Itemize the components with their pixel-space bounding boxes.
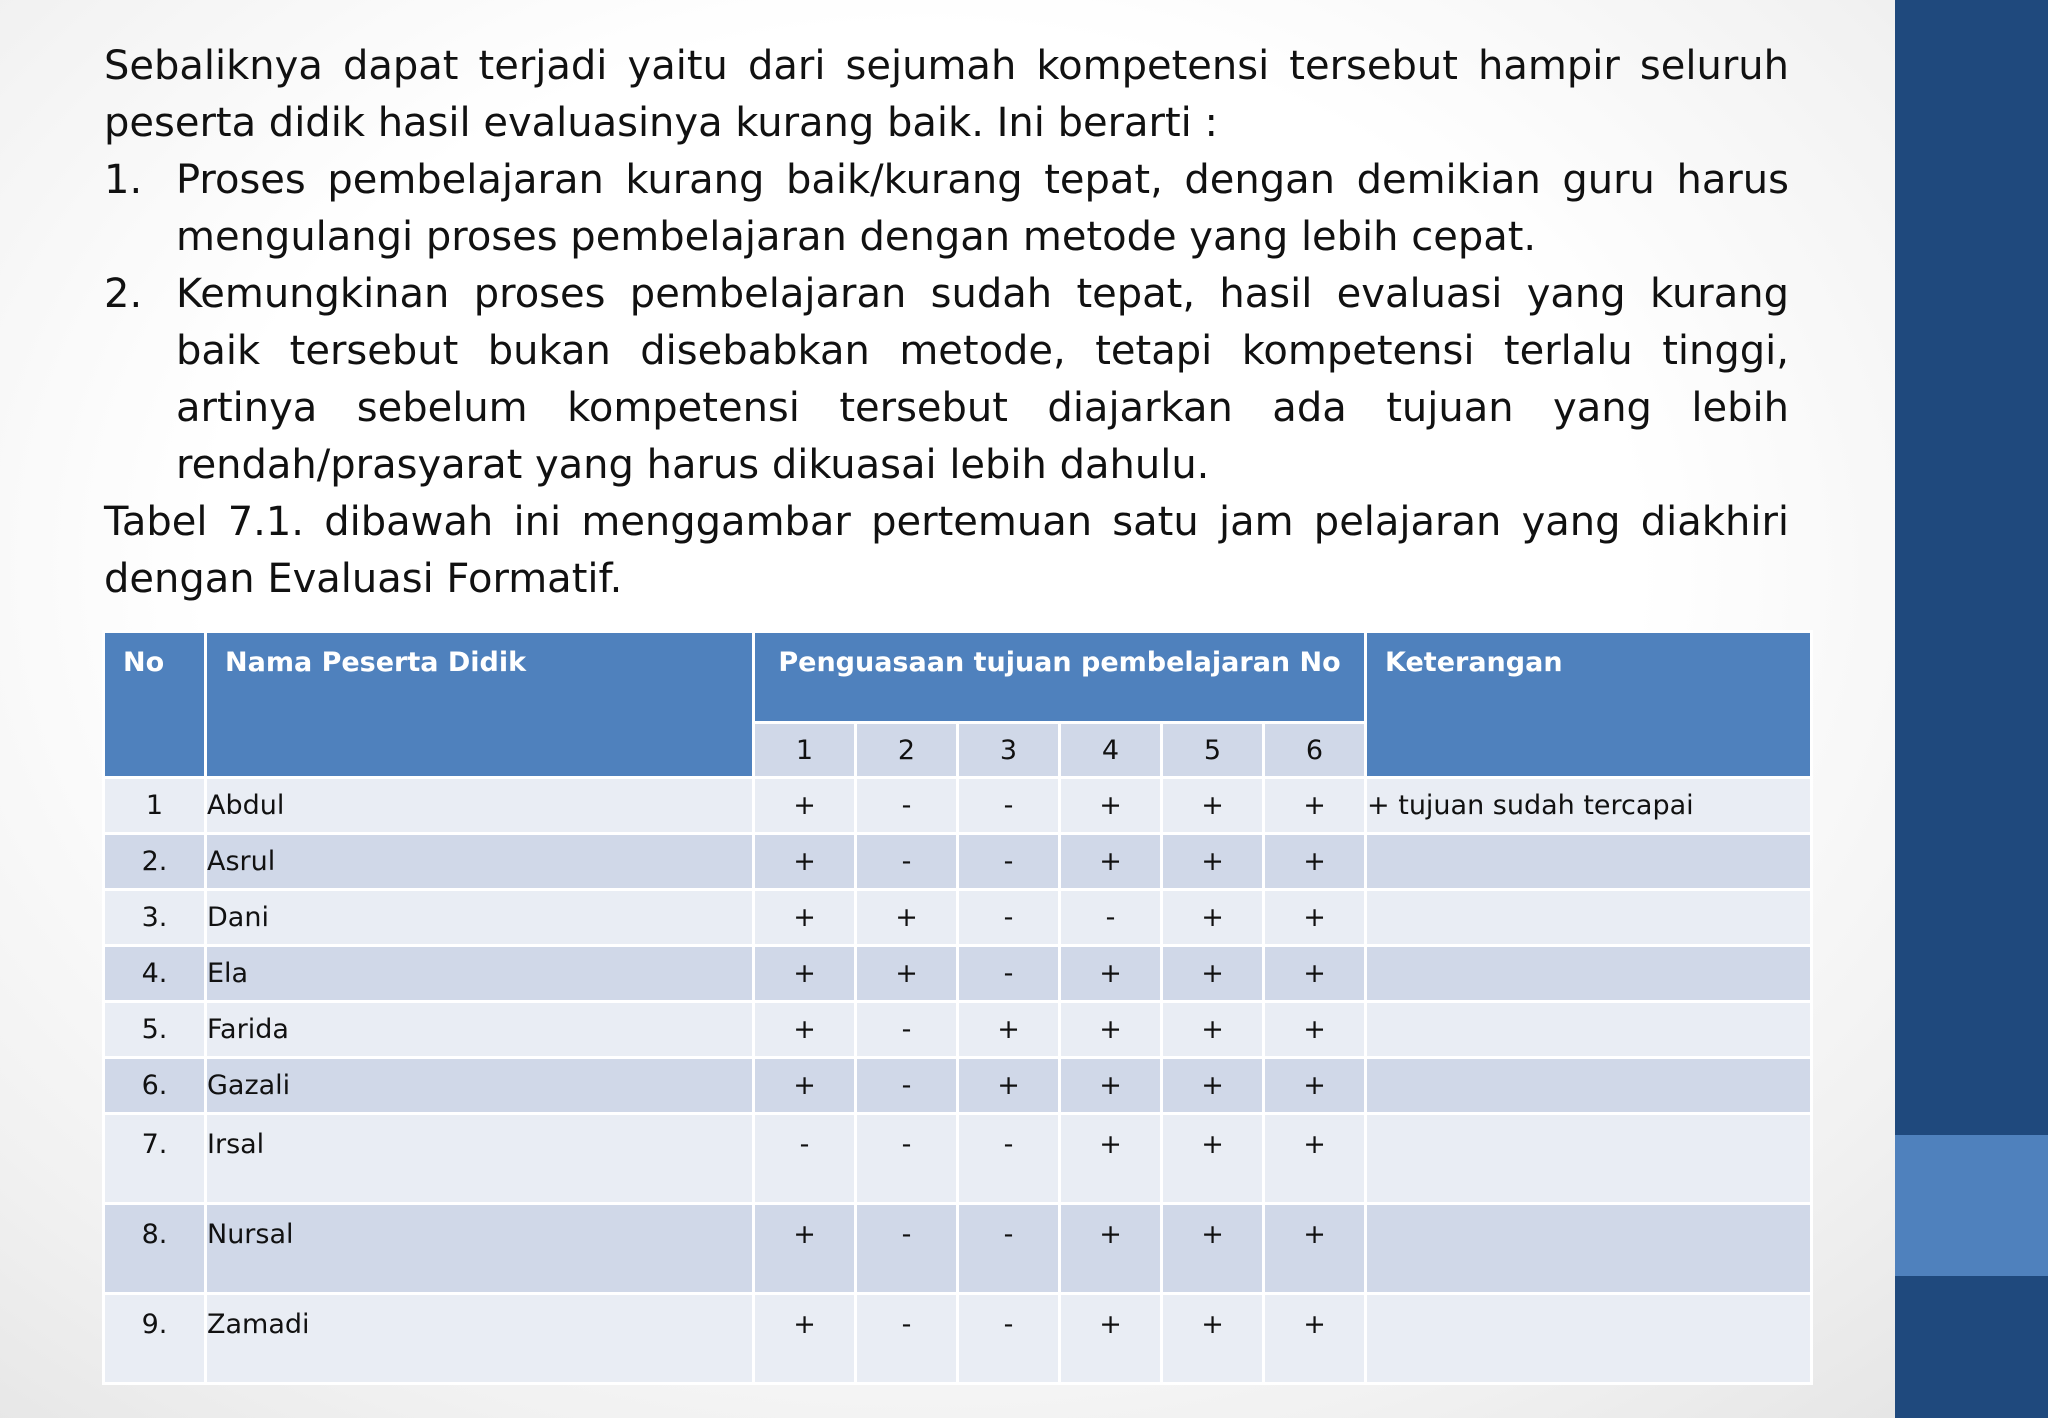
cell-name: Nursal [206, 1204, 754, 1294]
cell-keterangan [1366, 890, 1812, 946]
goal-number: 1 [754, 723, 856, 778]
cell-name: Farida [206, 1002, 754, 1058]
cell-no: 7. [104, 1114, 206, 1204]
cell-mark: - [958, 1204, 1060, 1294]
cell-mark: + [1264, 778, 1366, 834]
cell-mark: + [1060, 1204, 1162, 1294]
cell-mark: + [1060, 1058, 1162, 1114]
cell-mark: + [1264, 1058, 1366, 1114]
cell-mark: + [754, 1002, 856, 1058]
cell-mark: + [754, 890, 856, 946]
cell-mark: + [856, 946, 958, 1002]
cell-no: 4. [104, 946, 206, 1002]
cell-mark: + [1060, 778, 1162, 834]
cell-no: 3. [104, 890, 206, 946]
list-number: 1. [104, 157, 143, 203]
goal-number: 3 [958, 723, 1060, 778]
cell-mark: + [1264, 1294, 1366, 1384]
cell-name: Abdul [206, 778, 754, 834]
cell-mark: - [856, 1058, 958, 1114]
list-number: 2. [104, 271, 143, 317]
numbered-list [104, 152, 1789, 494]
cell-mark: - [856, 778, 958, 834]
cell-mark: + [1162, 1002, 1264, 1058]
cell-mark: + [1060, 1002, 1162, 1058]
cell-name: Asrul [206, 834, 754, 890]
cell-mark: - [754, 1114, 856, 1204]
cell-mark: + [1162, 834, 1264, 890]
list-text: Proses pembelajaran kurang baik/kurang tepat, dengan demikian guru harus mengulangi proses pembelajaran dengan metode yang lebih cepat. [176, 157, 1789, 260]
table-row [104, 1058, 1812, 1114]
cell-keterangan [1366, 946, 1812, 1002]
cell-mark: + [1264, 890, 1366, 946]
header-keterangan: Keterangan [1366, 632, 1812, 778]
header-row [104, 632, 1812, 723]
cell-mark: - [958, 1114, 1060, 1204]
goal-number: 4 [1060, 723, 1162, 778]
cell-mark: - [958, 946, 1060, 1002]
table-row [104, 1114, 1812, 1204]
cell-mark: + [1264, 834, 1366, 890]
cell-mark: + [1162, 1204, 1264, 1294]
cell-mark: + [1264, 1204, 1366, 1294]
cell-mark: - [856, 1204, 958, 1294]
decorative-sidebar-accent [1895, 1135, 2048, 1276]
cell-mark: + [1060, 834, 1162, 890]
cell-mark: + [1060, 946, 1162, 1002]
goal-number: 2 [856, 723, 958, 778]
table-row [104, 1204, 1812, 1294]
table-caption: Tabel 7.1. dibawah ini menggambar pertemuan satu jam pelajaran yang diakhiri dengan Evaluasi Formatif. [104, 499, 1789, 602]
list-text: Kemungkinan proses pembelajaran sudah tepat, hasil evaluasi yang kurang baik tersebut bukan disebabkan metode, tetapi kompetensi terlalu tinggi, artinya sebelum kompetensi tersebut diajarkan ada tujuan yang lebih rendah/prasyarat yang harus dikuasai lebih dahulu. [176, 271, 1789, 488]
cell-mark: + [1162, 778, 1264, 834]
cell-keterangan: + tujuan sudah tercapai [1366, 778, 1812, 834]
cell-keterangan [1366, 834, 1812, 890]
cell-name: Dani [206, 890, 754, 946]
cell-mark: - [856, 834, 958, 890]
cell-mark: + [754, 946, 856, 1002]
cell-name: Gazali [206, 1058, 754, 1114]
cell-keterangan [1366, 1058, 1812, 1114]
cell-mark: - [958, 834, 1060, 890]
cell-keterangan [1366, 1002, 1812, 1058]
cell-mark: - [856, 1294, 958, 1384]
cell-mark: + [1264, 946, 1366, 1002]
cell-name: Zamadi [206, 1294, 754, 1384]
table-row [104, 946, 1812, 1002]
cell-mark: - [856, 1002, 958, 1058]
cell-mark: + [754, 778, 856, 834]
cell-no: 9. [104, 1294, 206, 1384]
cell-mark: - [856, 1114, 958, 1204]
cell-keterangan [1366, 1204, 1812, 1294]
cell-mark: + [754, 1204, 856, 1294]
cell-no: 6. [104, 1058, 206, 1114]
list-item-2 [104, 266, 1789, 494]
cell-mark: + [1264, 1002, 1366, 1058]
cell-mark: + [1060, 1114, 1162, 1204]
list-item-1 [104, 152, 1789, 266]
table-row [104, 778, 1812, 834]
cell-mark: - [958, 1294, 1060, 1384]
cell-mark: + [754, 834, 856, 890]
table-row [104, 890, 1812, 946]
cell-mark: + [958, 1002, 1060, 1058]
body-text [104, 38, 1789, 608]
cell-mark: + [1162, 1294, 1264, 1384]
cell-mark: + [1162, 1058, 1264, 1114]
table-body [104, 778, 1812, 1384]
cell-keterangan [1366, 1114, 1812, 1204]
cell-name: Irsal [206, 1114, 754, 1204]
cell-no: 8. [104, 1204, 206, 1294]
cell-mark: + [1060, 1294, 1162, 1384]
cell-mark: + [1162, 1114, 1264, 1204]
cell-mark: + [1162, 946, 1264, 1002]
cell-no: 2. [104, 834, 206, 890]
header-name: Nama Peserta Didik [206, 632, 754, 778]
table-row [104, 1002, 1812, 1058]
cell-mark: - [958, 778, 1060, 834]
cell-mark: + [1162, 890, 1264, 946]
cell-mark: - [1060, 890, 1162, 946]
table-row [104, 1294, 1812, 1384]
evaluation-table [102, 630, 1813, 1385]
goal-number: 6 [1264, 723, 1366, 778]
cell-mark: - [958, 890, 1060, 946]
goal-number: 5 [1162, 723, 1264, 778]
cell-mark: + [958, 1058, 1060, 1114]
cell-no: 5. [104, 1002, 206, 1058]
cell-mark: + [856, 890, 958, 946]
cell-name: Ela [206, 946, 754, 1002]
cell-keterangan [1366, 1294, 1812, 1384]
cell-mark: + [1264, 1114, 1366, 1204]
cell-mark: + [754, 1294, 856, 1384]
table-row [104, 834, 1812, 890]
header-no: No [104, 632, 206, 778]
intro-paragraph: Sebaliknya dapat terjadi yaitu dari sejumah kompetensi tersebut hampir seluruh peserta didik hasil evaluasinya kurang baik. Ini berarti : [104, 43, 1789, 146]
cell-no: 1 [104, 778, 206, 834]
header-goal-group: Penguasaan tujuan pembelajaran No [754, 632, 1366, 723]
cell-mark: + [754, 1058, 856, 1114]
